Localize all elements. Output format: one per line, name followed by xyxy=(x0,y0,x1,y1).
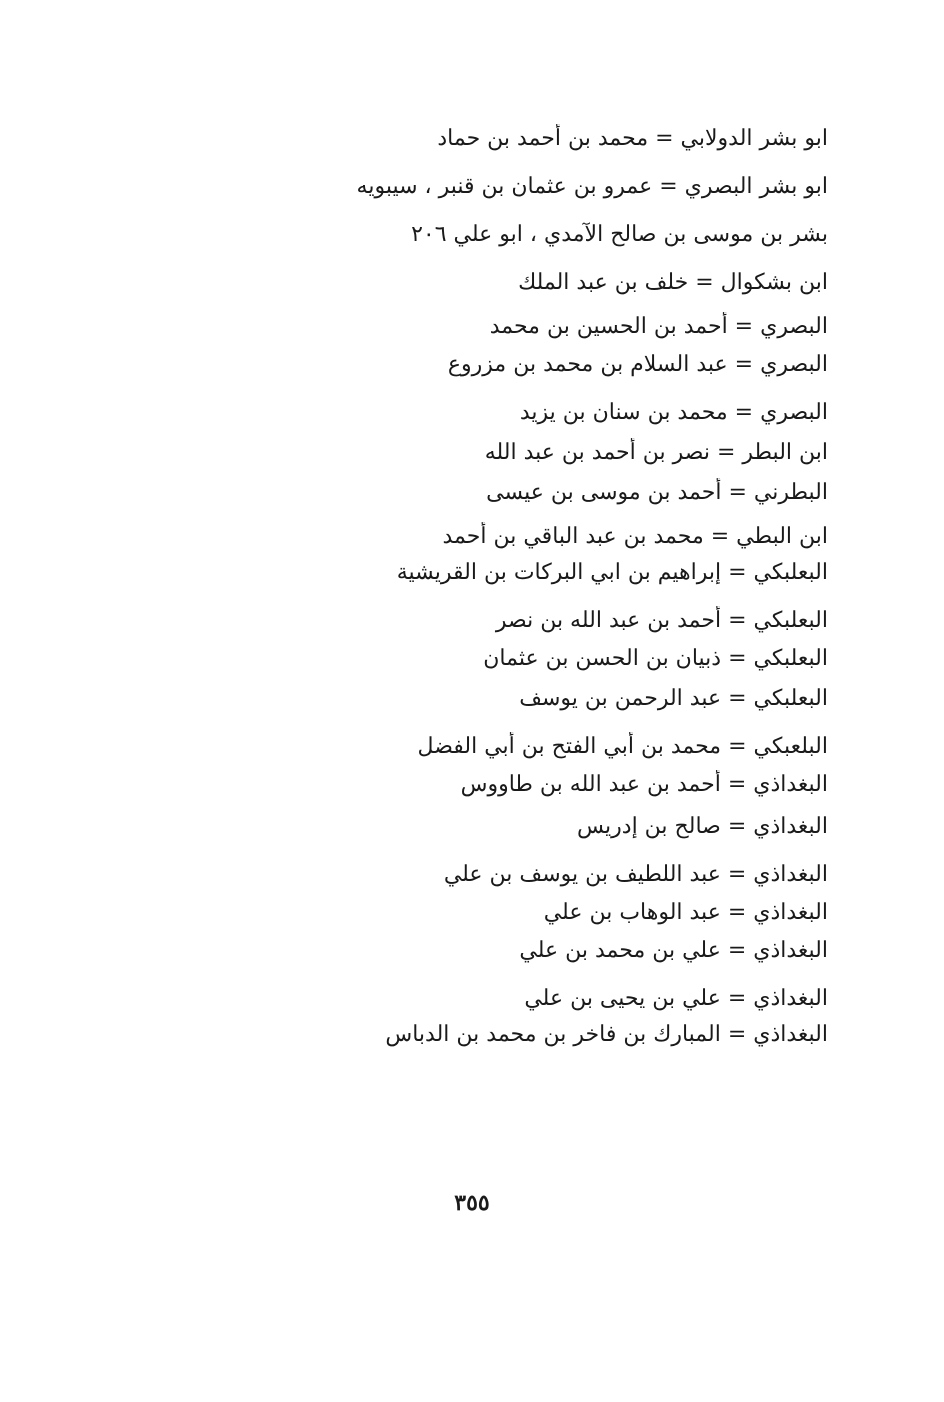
index-entry: ابو بشر الدولابي = محمد بن أحمد بن حماد xyxy=(437,126,828,151)
index-entry: البغداذي = علي بن محمد بن علي xyxy=(519,938,828,963)
index-entry: البعلبكي = عبد الرحمن بن يوسف xyxy=(519,686,828,711)
index-entry: ابو بشر البصري = عمرو بن عثمان بن قنبر ، سيبويه xyxy=(356,174,828,199)
index-entry: ابن البطي = محمد بن عبد الباقي بن أحمد xyxy=(442,524,828,549)
index-entry: ابن البطر = نصر بن أحمد بن عبد الله xyxy=(484,440,828,465)
index-entry: البعلبكي = إبراهيم بن ابي البركات بن القريشية xyxy=(396,560,828,585)
index-entry: البصري = محمد بن سنان بن يزيد xyxy=(519,400,828,425)
index-entry: البصري = أحمد بن الحسين بن محمد xyxy=(489,314,828,339)
index-entry: البعلبكي = ذبيان بن الحسن بن عثمان xyxy=(483,646,828,671)
index-entry: البغداذي = عبد الوهاب بن علي xyxy=(543,900,828,925)
index-entry: البغداذي = أحمد بن عبد الله بن طاووس xyxy=(460,772,828,797)
index-entry: البصري = عبد السلام بن محمد بن مزروع xyxy=(447,352,828,377)
index-entry: البطرني = أحمد بن موسى بن عيسى xyxy=(486,480,828,505)
index-entry: البغداذي = صالح بن إدريس xyxy=(576,814,828,839)
index-entries xyxy=(228,124,828,1050)
index-entry: البغداذي = المبارك بن فاخر بن محمد بن الدباس xyxy=(385,1022,828,1047)
index-entry: ابن بشكوال = خلف بن عبد الملك xyxy=(518,270,828,295)
page-number: ٣٥٥ xyxy=(454,1190,490,1216)
index-entry: البلعبكي = محمد بن أبي الفتح بن أبي الفضل xyxy=(417,734,828,759)
index-entry: البغداذي = علي بن يحيى بن علي xyxy=(524,986,828,1011)
index-entry: البغداذي = عبد اللطيف بن يوسف بن علي xyxy=(443,862,828,887)
index-entry: البعلبكي = أحمد بن عبد الله بن نصر xyxy=(495,608,828,633)
index-entry: بشر بن موسى بن صالح الآمدي ، ابو علي ٢٠٦ xyxy=(411,222,828,247)
